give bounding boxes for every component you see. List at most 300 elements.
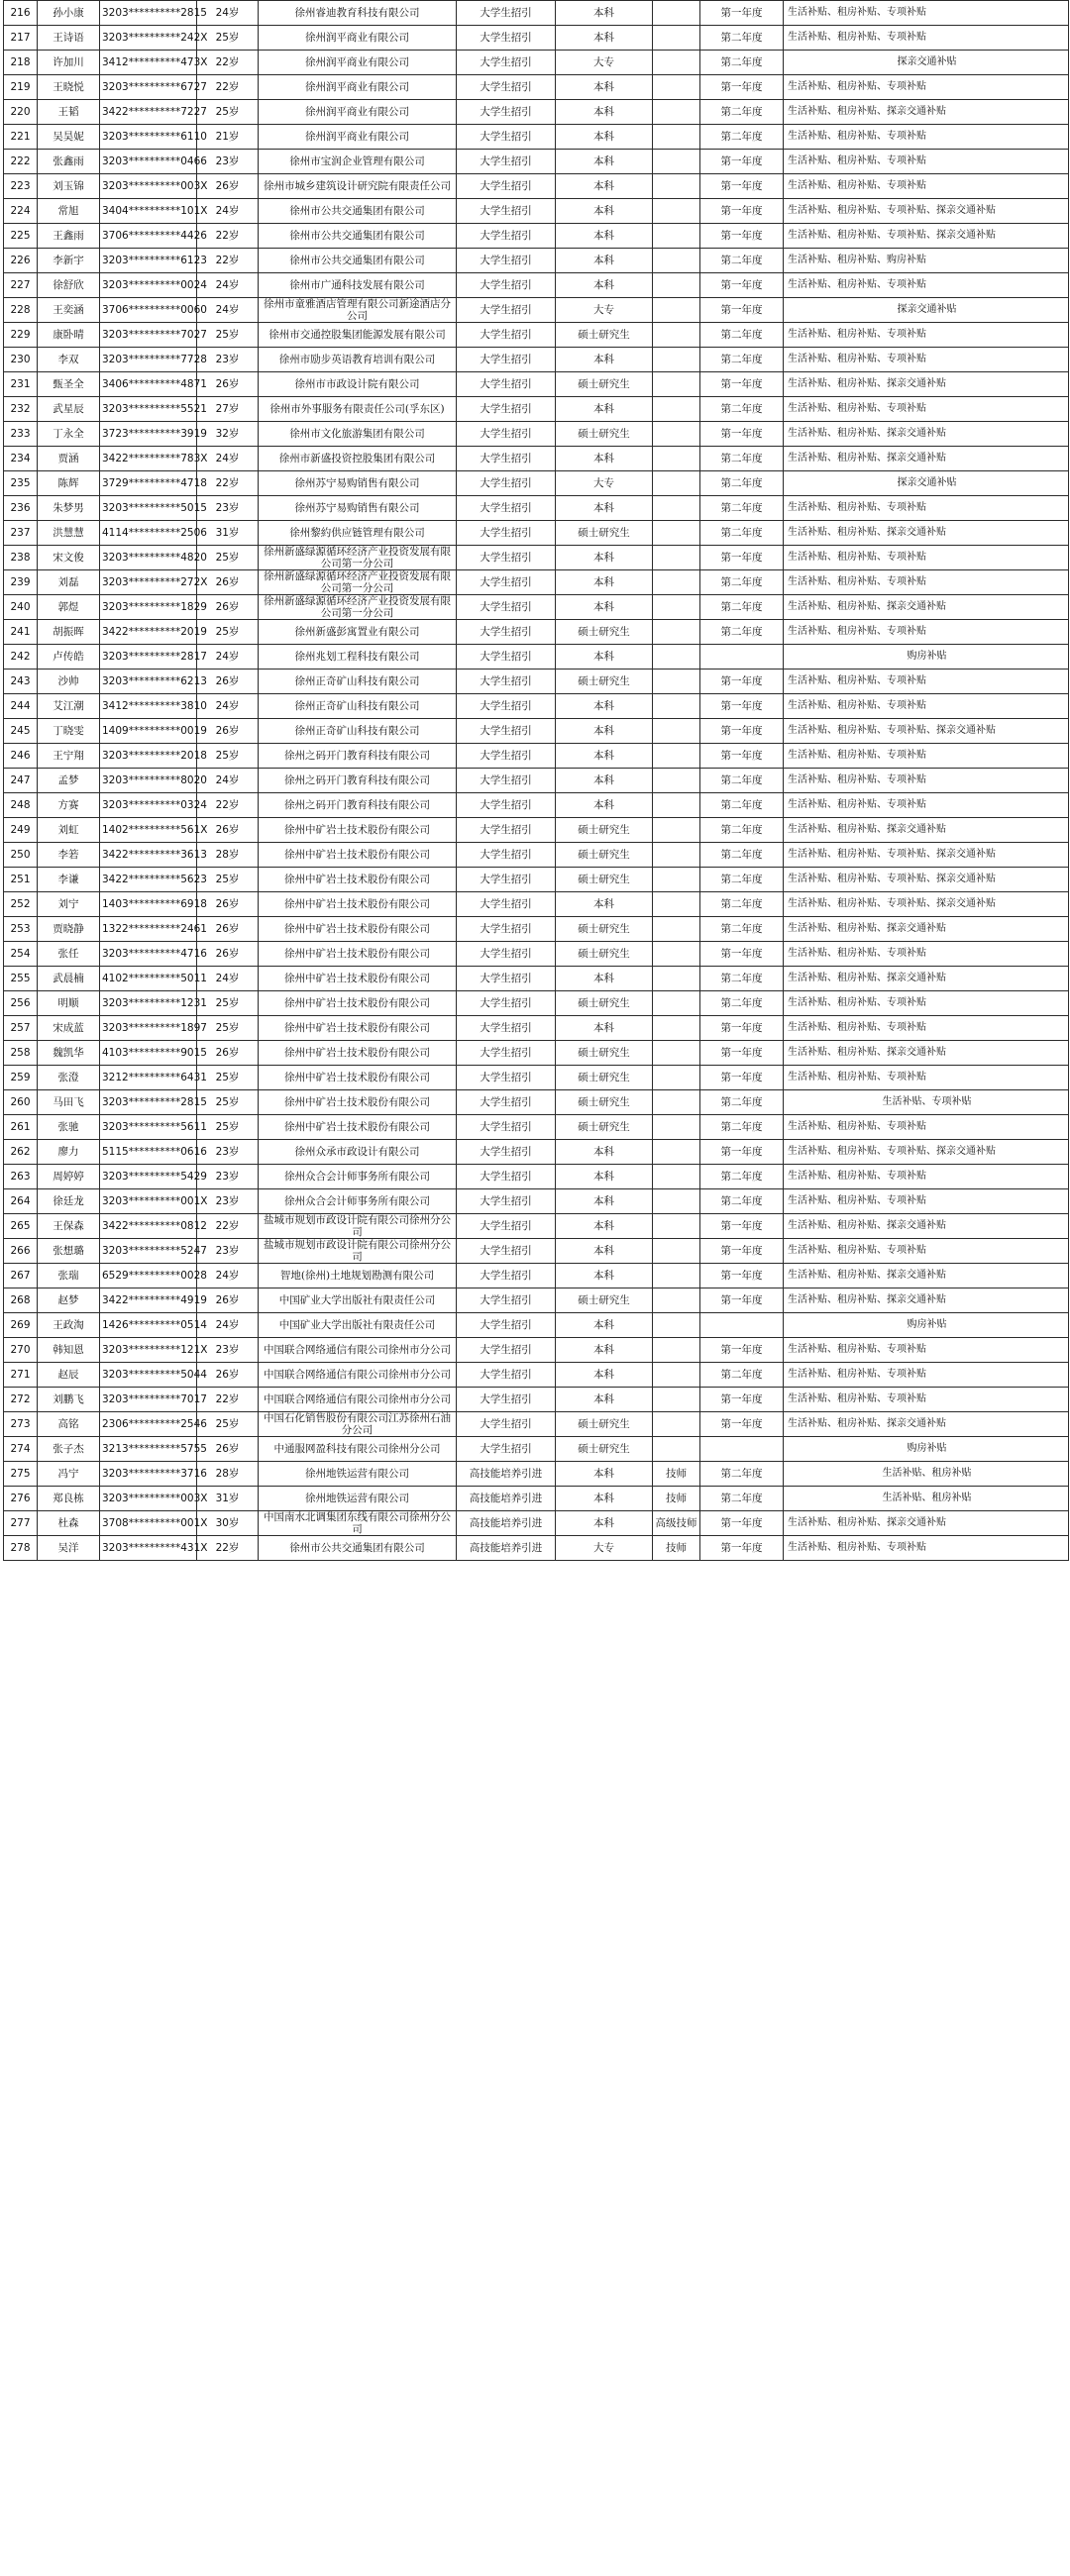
employer-cell: 徐州之码开门教育科技有限公司 [259,793,457,818]
education-cell: 本科 [556,26,653,51]
age-cell: 22岁 [197,471,259,496]
subsidy-year-cell: 第一年度 [700,1140,784,1165]
table-row [4,323,1069,348]
employer-cell: 徐州市公共交通集团有限公司 [259,199,457,224]
person-name-cell: 武星辰 [38,397,100,422]
table-row [4,1115,1069,1140]
id-number-cell: 3723**********3919 [100,422,197,447]
employer-cell: 徐州新盛彭寓置业有限公司 [259,620,457,645]
skill-level-cell [653,818,700,843]
age-cell: 25岁 [197,1016,259,1041]
table-row [4,273,1069,298]
row-number-cell: 241 [4,620,38,645]
subsidy-items-cell: 生活补贴、租房补贴、专项补贴 [784,125,1069,150]
employer-cell: 徐州中矿岩土技术股份有限公司 [259,991,457,1016]
education-cell: 硕士研究生 [556,1041,653,1066]
talent-category-cell: 大学生招引 [457,496,556,521]
skill-level-cell [653,273,700,298]
id-number-cell: 3706**********4426 [100,224,197,249]
id-number-cell: 4103**********9015 [100,1041,197,1066]
id-number-cell: 3203**********4716 [100,942,197,967]
age-cell: 26岁 [197,719,259,744]
row-number-cell: 217 [4,26,38,51]
subsidy-items-cell: 生活补贴、租房补贴、专项补贴 [784,1388,1069,1412]
table-row [4,1462,1069,1487]
table-row [4,298,1069,323]
talent-category-cell: 大学生招引 [457,818,556,843]
person-name-cell: 周婷婷 [38,1165,100,1189]
subsidy-items-cell: 生活补贴、租房补贴、探亲交通补贴 [784,447,1069,471]
person-name-cell: 李双 [38,348,100,372]
age-cell: 26岁 [197,892,259,917]
education-cell: 本科 [556,100,653,125]
subsidy-year-cell: 第二年度 [700,769,784,793]
skill-level-cell [653,546,700,570]
subsidy-year-cell: 第一年度 [700,224,784,249]
age-cell: 25岁 [197,991,259,1016]
subsidy-items-cell: 生活补贴、租房补贴、专项补贴 [784,26,1069,51]
employer-cell: 徐州市广通科技发展有限公司 [259,273,457,298]
person-name-cell: 韩知恩 [38,1338,100,1363]
age-cell: 28岁 [197,843,259,868]
subsidy-items-cell: 生活补贴、租房补贴、专项补贴 [784,1338,1069,1363]
subsidy-items-cell: 生活补贴、租房补贴、专项补贴、探亲交通补贴 [784,1140,1069,1165]
person-name-cell: 郭煜 [38,595,100,620]
id-number-cell: 3422**********2019 [100,620,197,645]
person-name-cell: 丁晓雯 [38,719,100,744]
table-row [4,348,1069,372]
employer-cell: 徐州睿迪教育科技有限公司 [259,1,457,26]
subsidy-year-cell: 第二年度 [700,26,784,51]
row-number-cell: 235 [4,471,38,496]
table-row [4,818,1069,843]
age-cell: 28岁 [197,1462,259,1487]
education-cell: 硕士研究生 [556,1288,653,1313]
age-cell: 26岁 [197,570,259,595]
talent-category-cell: 大学生招引 [457,1388,556,1412]
subsidy-items-cell: 生活补贴、租房补贴、探亲交通补贴 [784,1264,1069,1288]
row-number-cell: 267 [4,1264,38,1288]
talent-category-cell: 大学生招引 [457,991,556,1016]
row-number-cell: 246 [4,744,38,769]
row-number-cell: 268 [4,1288,38,1313]
subsidy-items-cell: 生活补贴、租房补贴、探亲交通补贴 [784,422,1069,447]
subsidy-year-cell: 第二年度 [700,1462,784,1487]
education-cell: 本科 [556,174,653,199]
subsidy-year-cell: 第二年度 [700,620,784,645]
education-cell: 本科 [556,224,653,249]
person-name-cell: 明顺 [38,991,100,1016]
person-name-cell: 洪慧慧 [38,521,100,546]
subsidy-year-cell: 第二年度 [700,868,784,892]
skill-level-cell [653,1016,700,1041]
employer-cell: 徐州众合会计师事务所有限公司 [259,1165,457,1189]
talent-category-cell: 大学生招引 [457,645,556,670]
employer-cell: 盐城市规划市政设计院有限公司徐州分公司 [259,1239,457,1264]
skill-level-cell [653,991,700,1016]
row-number-cell: 247 [4,769,38,793]
talent-category-cell: 大学生招引 [457,793,556,818]
table-row [4,1264,1069,1288]
employer-cell: 徐州市公共交通集团有限公司 [259,249,457,273]
table-row [4,942,1069,967]
subsidy-items-cell: 生活补贴、租房补贴、探亲交通补贴 [784,967,1069,991]
person-name-cell: 王宁翔 [38,744,100,769]
row-number-cell: 244 [4,694,38,719]
skill-level-cell [653,570,700,595]
talent-category-cell: 大学生招引 [457,348,556,372]
subsidy-items-cell: 生活补贴、租房补贴、专项补贴 [784,1,1069,26]
subsidy-items-cell: 生活补贴、租房补贴、专项补贴 [784,150,1069,174]
employer-cell: 中国矿业大学出版社有限责任公司 [259,1288,457,1313]
person-name-cell: 王诗语 [38,26,100,51]
table-row [4,51,1069,75]
age-cell: 23岁 [197,348,259,372]
skill-level-cell [653,1363,700,1388]
employer-cell: 徐州中矿岩土技术股份有限公司 [259,843,457,868]
education-cell: 本科 [556,1,653,26]
subsidy-items-cell: 生活补贴、租房补贴、专项补贴 [784,991,1069,1016]
skill-level-cell [653,719,700,744]
id-number-cell: 3422**********5623 [100,868,197,892]
talent-category-cell: 大学生招引 [457,150,556,174]
subsidy-year-cell: 第一年度 [700,422,784,447]
subsidy-year-cell: 第一年度 [700,1511,784,1536]
skill-level-cell: 技师 [653,1462,700,1487]
person-name-cell: 张子杰 [38,1437,100,1462]
id-number-cell: 3203**********0324 [100,793,197,818]
table-row [4,645,1069,670]
talent-category-cell: 大学生招引 [457,917,556,942]
id-number-cell: 1322**********2461 [100,917,197,942]
subsidy-items-cell: 生活补贴、租房补贴、探亲交通补贴 [784,1288,1069,1313]
subsidy-year-cell: 第一年度 [700,694,784,719]
employer-cell: 中国矿业大学出版社有限责任公司 [259,1313,457,1338]
talent-category-cell: 大学生招引 [457,670,556,694]
skill-level-cell [653,942,700,967]
talent-category-cell: 大学生招引 [457,967,556,991]
table-row [4,570,1069,595]
age-cell: 26岁 [197,1437,259,1462]
age-cell: 23岁 [197,1338,259,1363]
skill-level-cell [653,224,700,249]
id-number-cell: 3203**********8020 [100,769,197,793]
subsidy-items-cell: 生活补贴、租房补贴、专项补贴、探亲交通补贴 [784,868,1069,892]
id-number-cell: 3203**********4820 [100,546,197,570]
talent-category-cell: 高技能培养引进 [457,1511,556,1536]
employer-cell: 盐城市规划市政设计院有限公司徐州分公司 [259,1214,457,1239]
education-cell: 本科 [556,1140,653,1165]
id-number-cell: 1402**********561X [100,818,197,843]
id-number-cell: 3203**********1231 [100,991,197,1016]
education-cell: 本科 [556,150,653,174]
employer-cell: 中国联合网络通信有限公司徐州市分公司 [259,1388,457,1412]
row-number-cell: 275 [4,1462,38,1487]
table-row [4,719,1069,744]
table-row [4,224,1069,249]
table-row [4,471,1069,496]
talent-category-cell: 大学生招引 [457,323,556,348]
table-row [4,125,1069,150]
subsidy-year-cell: 第一年度 [700,1239,784,1264]
employer-cell: 徐州市公共交通集团有限公司 [259,1536,457,1561]
subsidy-year-cell: 第一年度 [700,199,784,224]
subsidy-items-cell: 生活补贴、租房补贴、探亲交通补贴 [784,917,1069,942]
person-name-cell: 张想璐 [38,1239,100,1264]
id-number-cell: 3203**********2817 [100,645,197,670]
table-row [4,447,1069,471]
talent-category-cell: 大学生招引 [457,1288,556,1313]
education-cell: 大专 [556,298,653,323]
employer-cell: 徐州黎約供应链管理有限公司 [259,521,457,546]
id-number-cell: 3203**********431X [100,1536,197,1561]
talent-category-cell: 大学生招引 [457,447,556,471]
skill-level-cell [653,1288,700,1313]
table-row [4,991,1069,1016]
id-number-cell: 3203**********6213 [100,670,197,694]
row-number-cell: 265 [4,1214,38,1239]
table-row [4,546,1069,570]
employer-cell: 徐州众承市政设计有限公司 [259,1140,457,1165]
age-cell: 22岁 [197,51,259,75]
subsidy-items-cell: 购房补贴 [784,1313,1069,1338]
subsidy-year-cell: 第二年度 [700,471,784,496]
id-number-cell: 4114**********2506 [100,521,197,546]
row-number-cell: 238 [4,546,38,570]
skill-level-cell [653,199,700,224]
skill-level-cell [653,744,700,769]
age-cell: 24岁 [197,273,259,298]
skill-level-cell [653,670,700,694]
row-number-cell: 227 [4,273,38,298]
education-cell: 硕士研究生 [556,422,653,447]
subsidy-year-cell: 第二年度 [700,818,784,843]
education-cell: 硕士研究生 [556,1115,653,1140]
subsidy-year-cell: 第二年度 [700,521,784,546]
talent-category-cell: 大学生招引 [457,570,556,595]
talent-category-cell: 大学生招引 [457,892,556,917]
subsidy-year-cell: 第二年度 [700,249,784,273]
subsidy-year-cell: 第二年度 [700,323,784,348]
talent-category-cell: 大学生招引 [457,1264,556,1288]
row-number-cell: 239 [4,570,38,595]
employer-cell: 徐州润平商业有限公司 [259,51,457,75]
education-cell: 硕士研究生 [556,1066,653,1090]
row-number-cell: 277 [4,1511,38,1536]
person-name-cell: 宋成蓝 [38,1016,100,1041]
subsidy-year-cell: 第一年度 [700,1066,784,1090]
table-row [4,967,1069,991]
talent-category-cell: 大学生招引 [457,273,556,298]
row-number-cell: 231 [4,372,38,397]
table-row [4,422,1069,447]
person-name-cell: 赵梦 [38,1288,100,1313]
age-cell: 23岁 [197,1165,259,1189]
employer-cell: 徐州市公共交通集团有限公司 [259,224,457,249]
subsidy-items-cell: 生活补贴、租房补贴 [784,1462,1069,1487]
employer-cell: 徐州新盛绿源循环经济产业投资发展有限公司第一分公司 [259,570,457,595]
row-number-cell: 276 [4,1487,38,1511]
age-cell: 26岁 [197,818,259,843]
age-cell: 21岁 [197,125,259,150]
subsidy-year-cell: 第一年度 [700,942,784,967]
education-cell: 硕士研究生 [556,372,653,397]
education-cell: 本科 [556,273,653,298]
talent-category-cell: 大学生招引 [457,1313,556,1338]
skill-level-cell [653,595,700,620]
person-name-cell: 吴洋 [38,1536,100,1561]
subsidy-items-cell: 探亲交通补贴 [784,298,1069,323]
table-row [4,249,1069,273]
row-number-cell: 224 [4,199,38,224]
talent-category-cell: 大学生招引 [457,249,556,273]
education-cell: 大专 [556,471,653,496]
age-cell: 27岁 [197,397,259,422]
employer-cell: 徐州中矿岩土技术股份有限公司 [259,942,457,967]
talent-category-cell: 大学生招引 [457,397,556,422]
age-cell: 26岁 [197,372,259,397]
subsidy-items-cell: 生活补贴、租房补贴、探亲交通补贴 [784,1214,1069,1239]
subsidy-year-cell: 第二年度 [700,793,784,818]
person-name-cell: 王晓悦 [38,75,100,100]
table-row [4,1066,1069,1090]
subsidy-items-cell: 生活补贴、租房补贴、探亲交通补贴 [784,100,1069,125]
employer-cell: 徐州正奇矿山科技有限公司 [259,694,457,719]
subsidy-items-cell: 生活补贴、租房补贴、专项补贴 [784,174,1069,199]
subsidy-items-cell: 生活补贴、租房补贴、探亲交通补贴 [784,1511,1069,1536]
subsidy-items-cell: 生活补贴、租房补贴、专项补贴 [784,1239,1069,1264]
age-cell: 22岁 [197,1214,259,1239]
id-number-cell: 6529**********0028 [100,1264,197,1288]
subsidy-year-cell: 第一年度 [700,1288,784,1313]
id-number-cell: 4102**********5011 [100,967,197,991]
age-cell: 26岁 [197,942,259,967]
person-name-cell: 王鑫雨 [38,224,100,249]
row-number-cell: 230 [4,348,38,372]
person-name-cell: 甄圣全 [38,372,100,397]
age-cell: 22岁 [197,75,259,100]
subsidy-year-cell: 第一年度 [700,75,784,100]
id-number-cell: 3203**********1829 [100,595,197,620]
age-cell: 24岁 [197,694,259,719]
education-cell: 硕士研究生 [556,818,653,843]
subsidy-items-cell: 生活补贴、租房补贴、探亲交通补贴 [784,1412,1069,1437]
age-cell: 22岁 [197,249,259,273]
row-number-cell: 237 [4,521,38,546]
employer-cell: 智地(徐州)土地规划勘测有限公司 [259,1264,457,1288]
row-number-cell: 219 [4,75,38,100]
id-number-cell: 3412**********3810 [100,694,197,719]
education-cell: 本科 [556,1214,653,1239]
subsidy-items-cell: 生活补贴、租房补贴、专项补贴、探亲交通补贴 [784,892,1069,917]
skill-level-cell [653,967,700,991]
skill-level-cell [653,1313,700,1338]
age-cell: 24岁 [197,1264,259,1288]
person-name-cell: 武晨楠 [38,967,100,991]
person-name-cell: 艾江潮 [38,694,100,719]
row-number-cell: 270 [4,1338,38,1363]
id-number-cell: 3203**********6727 [100,75,197,100]
row-number-cell: 229 [4,323,38,348]
person-name-cell: 卢传皓 [38,645,100,670]
skill-level-cell [653,1412,700,1437]
table-row [4,521,1069,546]
skill-level-cell [653,422,700,447]
person-name-cell: 赵辰 [38,1363,100,1388]
employer-cell: 徐州之码开门教育科技有限公司 [259,744,457,769]
employer-cell: 中国南水北调集团东线有限公司徐州分公司 [259,1511,457,1536]
subsidy-year-cell [700,1437,784,1462]
age-cell: 24岁 [197,769,259,793]
employer-cell: 徐州中矿岩土技术股份有限公司 [259,868,457,892]
employer-cell: 徐州中矿岩土技术股份有限公司 [259,1041,457,1066]
id-number-cell: 3203**********003X [100,174,197,199]
skill-level-cell [653,769,700,793]
row-number-cell: 236 [4,496,38,521]
subsidy-year-cell: 第二年度 [700,1090,784,1115]
subsidy-year-cell: 第二年度 [700,843,784,868]
talent-category-cell: 大学生招引 [457,620,556,645]
education-cell: 本科 [556,967,653,991]
person-name-cell: 廖力 [38,1140,100,1165]
person-name-cell: 孟梦 [38,769,100,793]
employer-cell: 徐州中矿岩土技术股份有限公司 [259,1115,457,1140]
row-number-cell: 258 [4,1041,38,1066]
skill-level-cell [653,1388,700,1412]
talent-category-cell: 大学生招引 [457,298,556,323]
talent-category-cell: 高技能培养引进 [457,1487,556,1511]
person-name-cell: 刘玉锦 [38,174,100,199]
table-row [4,1363,1069,1388]
person-name-cell: 贾涵 [38,447,100,471]
person-name-cell: 李箬 [38,843,100,868]
skill-level-cell [653,1214,700,1239]
age-cell: 24岁 [197,967,259,991]
subsidy-year-cell: 第二年度 [700,348,784,372]
subsidy-year-cell: 第一年度 [700,174,784,199]
employer-cell: 徐州润平商业有限公司 [259,75,457,100]
subsidy-year-cell: 第一年度 [700,719,784,744]
person-name-cell: 刘虹 [38,818,100,843]
table-row [4,1165,1069,1189]
employer-cell: 徐州地铁运营有限公司 [259,1462,457,1487]
skill-level-cell [653,125,700,150]
employer-cell: 徐州苏宁易购销售有限公司 [259,496,457,521]
row-number-cell: 254 [4,942,38,967]
age-cell: 26岁 [197,1363,259,1388]
row-number-cell: 220 [4,100,38,125]
subsidy-year-cell: 第一年度 [700,1536,784,1561]
education-cell: 本科 [556,645,653,670]
id-number-cell: 3212**********6431 [100,1066,197,1090]
skill-level-cell [653,1189,700,1214]
age-cell: 32岁 [197,422,259,447]
row-number-cell: 245 [4,719,38,744]
subsidy-items-cell: 生活补贴、租房补贴、专项补贴 [784,1016,1069,1041]
age-cell: 25岁 [197,100,259,125]
table-row [4,1090,1069,1115]
id-number-cell: 1403**********6918 [100,892,197,917]
employer-cell: 徐州中矿岩土技术股份有限公司 [259,1016,457,1041]
employer-cell: 徐州正奇矿山科技有限公司 [259,670,457,694]
talent-category-cell: 大学生招引 [457,1363,556,1388]
row-number-cell: 264 [4,1189,38,1214]
person-name-cell: 方赛 [38,793,100,818]
talent-category-cell: 大学生招引 [457,1437,556,1462]
talent-category-cell: 大学生招引 [457,744,556,769]
employer-cell: 徐州市新盛投资控股集团有限公司 [259,447,457,471]
subsidy-items-cell: 生活补贴、租房补贴、专项补贴 [784,1189,1069,1214]
